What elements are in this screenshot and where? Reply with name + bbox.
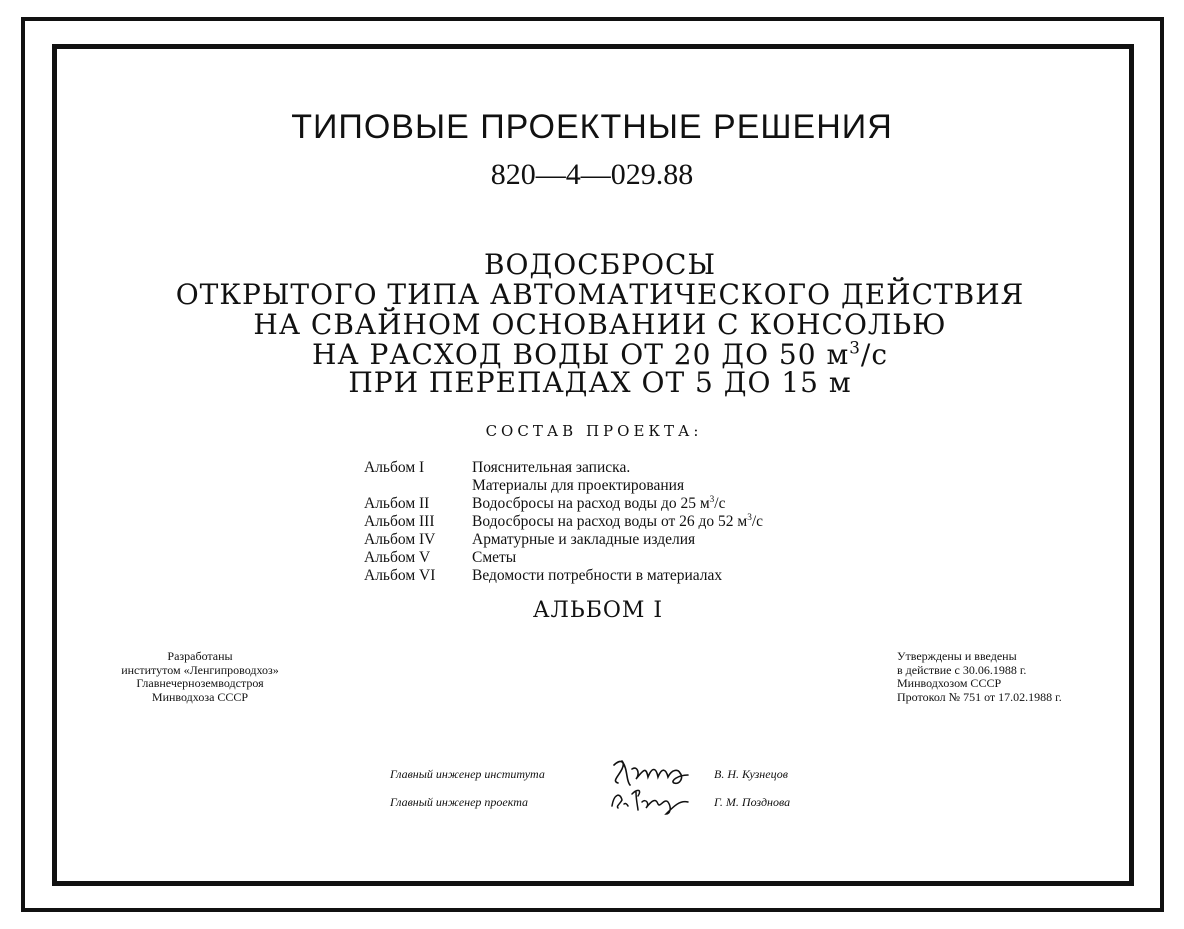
title-line-3: НА СВАЙНОМ ОСНОВАНИИ С КОНСОЛЬЮ <box>253 308 947 341</box>
approval-line: Минводхозом СССР <box>897 676 1002 690</box>
album-description-text: Водосбросы на расход воды от 26 до 52 м <box>472 513 748 530</box>
album-unit-superscript: 3 <box>747 512 752 523</box>
developer-line: институтом «Ленгипроводхоз» <box>121 662 279 677</box>
album-description: Пояснительная записка. <box>472 459 631 476</box>
album-row <box>364 459 763 477</box>
album-description: Материалы для проектирования <box>472 477 685 494</box>
approval-line: в действие с 30.06.1988 г. <box>897 662 1027 677</box>
current-album: АЛЬБОМ I <box>532 598 664 623</box>
series-code: 820—4—029.88 <box>490 158 694 191</box>
album-description: Ведомости потребности в материалах <box>472 567 723 584</box>
album-unit-tail: /с <box>751 513 764 530</box>
album-row <box>364 567 763 585</box>
album-description <box>472 495 725 513</box>
album-number <box>364 477 472 495</box>
album-list <box>364 459 763 585</box>
developer-line: Разработаны <box>167 649 233 663</box>
signature-role-2: Главный инженер проекта <box>390 795 529 809</box>
album-description-text: Водосбросы на расход воды до 25 м <box>472 495 710 512</box>
signature-name-1: В. Н. Кузнецов <box>714 767 788 781</box>
developer-line: Минводхоза СССР <box>151 689 249 704</box>
album-number: Альбом VI <box>364 567 436 584</box>
album-row <box>364 531 763 549</box>
title-line-5: ПРИ ПЕРЕПАДАХ ОТ 5 ДО 15 м <box>348 366 852 399</box>
album-number: Альбом IV <box>364 531 436 548</box>
title-unit-superscript: 3 <box>849 337 861 358</box>
album-number: Альбом V <box>364 549 431 566</box>
album-number: Альбом II <box>364 495 430 512</box>
album-description <box>472 513 763 531</box>
title-line-2: ОТКРЫТОГО ТИПА АВТОМАТИЧЕСКОГО ДЕЙСТВИЯ <box>175 278 1025 311</box>
approval-line: Протокол № 751 от 17.02.1988 г. <box>897 689 1062 704</box>
album-unit-superscript: 3 <box>709 494 715 505</box>
album-number: Альбом I <box>364 459 425 476</box>
album-row <box>364 495 763 513</box>
title-line-1: ВОДОСБРОСЫ <box>483 248 717 281</box>
album-unit-tail: /с <box>714 495 726 512</box>
series-title: ТИПОВЫЕ ПРОЕКТНЫЕ РЕШЕНИЯ <box>291 108 893 146</box>
approval-block <box>897 650 1127 704</box>
developer-line: Главнечерноземводстроя <box>136 676 264 690</box>
album-row <box>364 513 763 531</box>
album-row <box>364 549 763 567</box>
album-number: Альбом III <box>364 513 435 530</box>
handwritten-signature-2 <box>608 784 692 816</box>
album-description: Арматурные и закладные изделия <box>472 531 696 548</box>
title-line-4-text: НА РАСХОД ВОДЫ ОТ 20 ДО 50 м <box>311 338 850 371</box>
signature-name-2: Г. М. Позднова <box>714 795 791 809</box>
signature-role-1: Главный инженер института <box>390 767 545 781</box>
composition-heading: СОСТАВ ПРОЕКТА: <box>485 422 703 440</box>
approval-line: Утверждены и введены <box>897 649 1017 663</box>
title-unit-tail: /с <box>860 338 889 371</box>
album-description: Сметы <box>472 549 517 566</box>
album-row <box>364 477 763 495</box>
developer-block <box>95 650 305 704</box>
